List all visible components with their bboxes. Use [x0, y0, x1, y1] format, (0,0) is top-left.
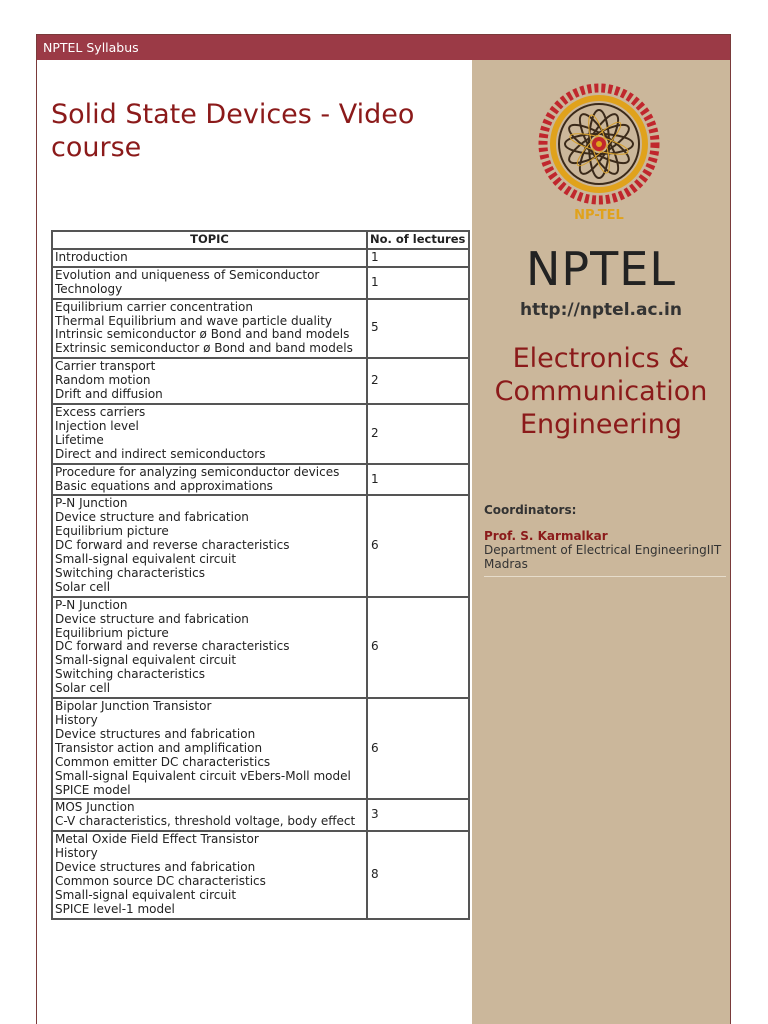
topic-line: Drift and diffusion: [55, 387, 163, 402]
topic-line: MOS Junction: [55, 800, 135, 815]
topic-cell: [52, 404, 367, 464]
topic-line: Solar cell: [55, 681, 111, 696]
topic-line: Common source DC characteristics: [55, 873, 266, 888]
table-row: [52, 698, 469, 799]
topic-line: Excess carriers: [55, 404, 146, 419]
topic-line: Procedure for analyzing semiconductor devices: [55, 464, 340, 479]
divider: [484, 576, 726, 577]
topic-line: Switching characteristics: [55, 667, 205, 682]
topic-line: Random motion: [55, 373, 151, 388]
lectures-cell: 2: [367, 358, 469, 404]
topic-line: Small-signal equivalent circuit: [55, 552, 237, 567]
topic-cell: [52, 358, 367, 404]
department-name: Electronics & Communication Engineering: [494, 343, 708, 440]
table-row: [52, 299, 469, 359]
topic-line: Switching characteristics: [55, 565, 205, 580]
table-row: [52, 831, 469, 918]
topic-line: Bipolar Junction Transistor: [55, 699, 212, 714]
topic-cell: [52, 249, 367, 267]
topic-line: Small-signal equivalent circuit: [55, 653, 237, 668]
topic-line: Equilibrium picture: [55, 625, 169, 640]
lectures-cell: 3: [367, 799, 469, 831]
table-body: [52, 249, 469, 919]
website-link[interactable]: http://nptel.ac.in: [520, 300, 682, 320]
topic-line: Injection level: [55, 418, 139, 433]
topic-line: Equilibrium picture: [55, 524, 169, 539]
topic-line: Common emitter DC characteristics: [55, 754, 271, 769]
topic-cell: [52, 267, 367, 299]
topic-line: Introduction: [55, 249, 128, 264]
topic-line: Device structure and fabrication: [55, 510, 249, 525]
topic-cell: [52, 464, 367, 496]
brand-name: NPTEL: [526, 242, 676, 296]
topic-line: Device structures and fabrication: [55, 860, 256, 875]
lectures-cell: 1: [367, 267, 469, 299]
table-row: [52, 799, 469, 831]
lectures-cell: 6: [367, 597, 469, 698]
coordinator-affiliation: Department of Electrical EngineeringIIT Madras: [484, 543, 722, 571]
topic-line: Small-signal equivalent circuit: [55, 887, 237, 902]
topic-line: Intrinsic semiconductor ø Bond and band models: [55, 327, 350, 342]
topic-line: Direct and indirect semiconductors: [55, 446, 266, 461]
lectures-cell: 8: [367, 831, 469, 918]
course-title: Solid State Devices - Video course: [51, 99, 415, 163]
lectures-cell: 2: [367, 404, 469, 464]
page-frame: [36, 34, 731, 1024]
topic-cell: [52, 299, 367, 359]
header-bar: [37, 35, 730, 60]
topic-line: Thermal Equilibrium and wave particle duality: [55, 313, 333, 328]
topic-line: DC forward and reverse characteristics: [55, 639, 290, 654]
topic-line: History: [55, 846, 98, 861]
topic-line: Basic equations and approximations: [55, 478, 273, 493]
topic-line: Metal Oxide Field Effect Transistor: [55, 832, 259, 847]
topic-cell: [52, 495, 367, 596]
coordinator-name: Prof. S. Karmalkar: [484, 529, 608, 543]
lectures-cell: 1: [367, 464, 469, 496]
syllabus-table: [51, 230, 470, 920]
lectures-cell: 5: [367, 299, 469, 359]
topic-line: SPICE model: [55, 782, 131, 797]
topic-line: Device structures and fabrication: [55, 726, 256, 741]
topic-line: Lifetime: [55, 432, 104, 447]
topic-line: Carrier transport: [55, 359, 156, 374]
lectures-cell: 6: [367, 698, 469, 799]
topic-line: Evolution and uniqueness of Semiconductor Technology: [55, 267, 320, 296]
table-row: [52, 404, 469, 464]
topic-line: P-N Junction: [55, 597, 128, 612]
lectures-header: No. of lectures: [367, 231, 469, 249]
topic-cell: [52, 799, 367, 831]
table-row: [52, 358, 469, 404]
topic-line: DC forward and reverse characteristics: [55, 538, 290, 553]
topic-cell: [52, 831, 367, 918]
topic-line: SPICE level-1 model: [55, 901, 175, 916]
topic-line: Small-signal Equivalent circuit vEbers-Moll model: [55, 768, 351, 783]
topic-line: P-N Junction: [55, 496, 128, 511]
topic-line: Solar cell: [55, 579, 111, 594]
table-row: [52, 464, 469, 496]
lectures-cell: 6: [367, 495, 469, 596]
table-header-row: [52, 231, 469, 249]
lectures-cell: 1: [367, 249, 469, 267]
topic-line: History: [55, 713, 98, 727]
header-label: NPTEL Syllabus: [43, 40, 139, 55]
topic-line: Equilibrium carrier concentration: [55, 299, 253, 314]
nptel-logo: [534, 82, 664, 232]
topic-cell: [52, 597, 367, 698]
topic-header: TOPIC: [52, 231, 367, 249]
topic-line: Device structure and fabrication: [55, 611, 249, 626]
logo-text: NP-TEL: [574, 208, 624, 223]
topic-line: C-V characteristics, threshold voltage, body effect: [55, 814, 356, 829]
topic-line: Extrinsic semiconductor ø Bond and band models: [55, 341, 353, 356]
table-row: [52, 597, 469, 698]
topic-cell: [52, 698, 367, 799]
table-row: [52, 267, 469, 299]
table-row: [52, 249, 469, 267]
topic-line: Transistor action and amplification: [55, 740, 263, 755]
coordinators-heading: Coordinators:: [484, 503, 577, 517]
table-row: [52, 495, 469, 596]
main-content: [37, 60, 472, 1024]
sidebar: [472, 60, 730, 1024]
